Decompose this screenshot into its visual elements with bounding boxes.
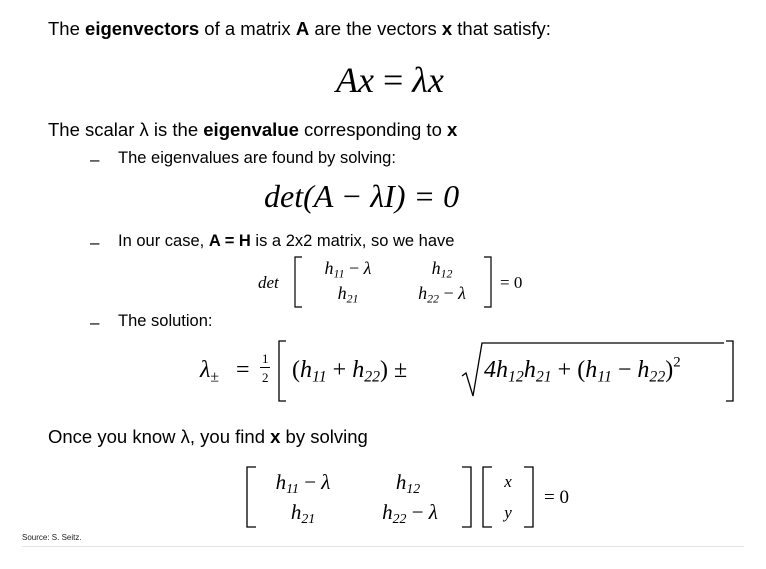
find-x-text: Once you know λ, you find	[48, 426, 271, 447]
equals-zero: = 0	[500, 273, 523, 292]
outer-left-bracket	[276, 340, 288, 402]
bullet-dash: –	[90, 313, 100, 332]
term-x: x	[270, 426, 281, 447]
bullet-our-case	[118, 233, 454, 250]
term-eigenvectors: eigenvectors	[85, 18, 200, 39]
matrix-cell-11	[306, 258, 390, 279]
sum-term: $(h_{11} + h_{22})$ ±	[292, 357, 408, 386]
equation-rhs: λx	[412, 60, 444, 100]
vector-right-bracket	[522, 466, 536, 528]
our-case-text: In our case,	[118, 232, 209, 250]
matrix-left-bracket	[244, 466, 258, 528]
matrix-cell-11-text: $h_{11} - \lambda$	[324, 258, 372, 281]
footer-divider	[22, 546, 744, 547]
matrix2-cell-11: $h_{11} - \lambda$	[275, 470, 331, 496]
square-exponent: 2	[673, 354, 681, 371]
matrix-cell-22: $h_{22} - \lambda$	[418, 283, 466, 306]
bullet-dash: –	[90, 233, 100, 252]
equals-sign: =	[373, 60, 413, 100]
term-eigenvalue: eigenvalue	[203, 119, 299, 140]
characteristic-equation: det(A − λI) = 0	[264, 178, 460, 214]
intro-text: The	[48, 18, 86, 39]
bullet-eigenvalues: The eigenvalues are found by solving:	[118, 149, 396, 167]
matrix2-cell-22: $h_{22} - \lambda$	[382, 500, 438, 526]
lambda-pm: $\lambda_\pm$	[200, 357, 220, 386]
term-x: x	[441, 18, 453, 39]
eigen-equation	[336, 62, 444, 98]
term-x: x	[447, 119, 458, 140]
equals-zero: = 0	[544, 487, 569, 508]
bullet-dash: –	[90, 150, 100, 169]
right-bracket	[482, 256, 494, 308]
intro-text: are the vectors	[309, 18, 442, 39]
vector-x: x	[504, 472, 512, 491]
outer-right-bracket	[724, 340, 736, 402]
intro-text: of a matrix	[199, 18, 296, 39]
intro-line	[48, 20, 551, 39]
bullet-solution: The solution:	[118, 312, 213, 330]
fraction-bar	[260, 367, 270, 368]
find-x-text: by solving	[280, 426, 368, 447]
half-denominator: 2	[262, 370, 269, 385]
find-x-line	[48, 428, 368, 447]
half-numerator: 1	[262, 351, 269, 366]
vector-y: y	[504, 503, 512, 522]
vector-left-bracket	[480, 466, 494, 528]
eigenvalue-text: corresponding to	[298, 119, 447, 140]
source-credit: Source: S. Seitz.	[22, 533, 82, 542]
our-case-text: is a 2x2 matrix, so we have	[250, 232, 455, 250]
eigenvalue-text: The scalar λ is the	[48, 119, 204, 140]
equation-lhs: Ax	[336, 60, 374, 100]
radicand: $4h_{12}h_{21} + (h_{11} - h_{22})^2$	[484, 354, 681, 386]
matrix2-cell-12: $h_{12}$	[395, 470, 421, 496]
det-label: det	[258, 273, 279, 292]
intro-text: that satisfy:	[452, 18, 551, 39]
term-matrix-a: A	[295, 18, 310, 39]
left-bracket	[292, 256, 304, 308]
matrix2-cell-21: $h_{21}$	[290, 500, 316, 526]
matrix-right-bracket	[460, 466, 474, 528]
eigenvalue-line	[48, 121, 457, 140]
matrix-cell-21: $h_{21}$	[337, 283, 359, 306]
solution-equals: =	[236, 357, 250, 383]
term-a-equals-h: A = H	[208, 232, 251, 250]
matrix-cell-12: $h_{12}$	[431, 258, 453, 281]
